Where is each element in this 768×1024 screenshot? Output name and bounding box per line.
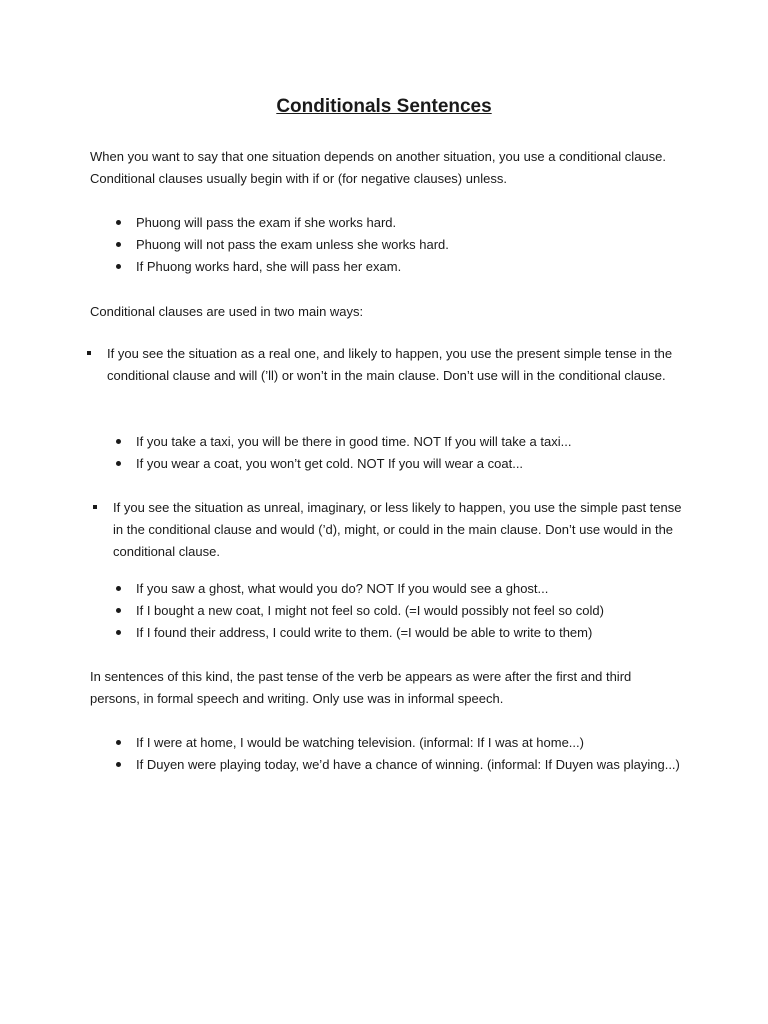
list-item: If I were at home, I would be watching television. (informal: If I was at home...) xyxy=(136,732,681,754)
usage-item-unreal: If you see the situation as unreal, imaginary, or less likely to happen, you use the simple past tense in the conditional clause and would (’d), might, or could in the main clause. Don’t use would in the conditional clause. xyxy=(113,497,683,563)
list-item: If you saw a ghost, what would you do? NOT If you would see a ghost... xyxy=(136,578,681,600)
example-list-2 xyxy=(136,431,681,475)
list-item: If Phuong works hard, she will pass her exam. xyxy=(136,256,681,278)
list-item: If Duyen were playing today, we’d have a chance of winning. (informal: If Duyen was playing...) xyxy=(136,754,681,776)
list-item: Phuong will not pass the exam unless she works hard. xyxy=(136,234,681,256)
list-item: If you wear a coat, you won’t get cold. NOT If you will wear a coat... xyxy=(136,453,681,475)
usage-list-2 xyxy=(113,497,683,563)
example-list-4 xyxy=(136,732,681,776)
list-item: If I bought a new coat, I might not feel so cold. (=I would possibly not feel so cold) xyxy=(136,600,681,622)
list-item: If I found their address, I could write to them. (=I would be able to write to them) xyxy=(136,622,681,644)
list-item: If you take a taxi, you will be there in good time. NOT If you will take a taxi... xyxy=(136,431,681,453)
usage-list-1 xyxy=(107,343,682,387)
list-item: Phuong will pass the exam if she works hard. xyxy=(136,212,681,234)
example-list-1 xyxy=(136,212,681,278)
usage-item-real: If you see the situation as a real one, and likely to happen, you use the present simple tense in the conditional clause and will (’ll) or won’t in the main clause. Don’t use will in the conditional clause. xyxy=(107,343,682,387)
example-list-3 xyxy=(136,578,681,644)
document-title: Conditionals Sentences xyxy=(276,96,492,117)
ways-intro-paragraph: Conditional clauses are used in two main ways: xyxy=(90,304,364,319)
intro-paragraph: When you want to say that one situation depends on another situation, you use a conditional clause. Conditional clauses usually begin with if or (for negative clauses) unless. xyxy=(90,149,666,186)
past-tense-paragraph: In sentences of this kind, the past tense of the verb be appears as were after the first and third persons, in formal speech and writing. Only use was in informal speech. xyxy=(90,669,632,706)
